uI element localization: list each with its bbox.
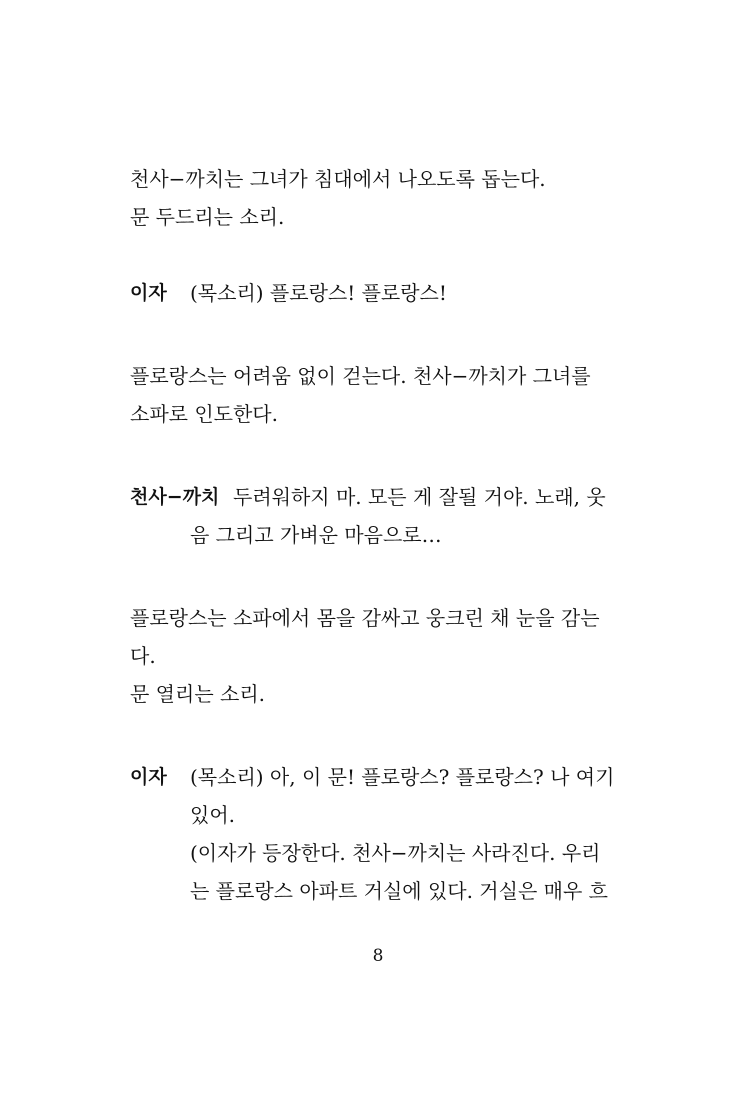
script-body (130, 160, 615, 910)
dialogue-block (130, 274, 600, 312)
action-line: 플로랑스는 어려움 없이 걷는다. 천사−까치가 그녀를 (130, 364, 591, 388)
dialogue-line: 두려워하지 마. 모든 게 잘될 거야. 노래, 웃 (233, 485, 606, 509)
action-line: 문 열리는 소리. (130, 682, 265, 706)
action-line: 소파로 인도한다. (130, 402, 278, 426)
dialogue-block (130, 478, 606, 554)
speaker-name: 이자 (130, 282, 167, 304)
dialogue-line: 있어. (190, 803, 235, 827)
action-block (130, 357, 600, 433)
speaker-name: 천사−까치 (130, 486, 220, 508)
action-line: 문 두드리는 소리. (130, 205, 285, 229)
action-block (130, 160, 600, 236)
action-block (130, 599, 600, 713)
action-line: 플로랑스는 소파에서 몸을 감싸고 웅크린 채 눈을 감는 (130, 606, 600, 630)
dialogue-line: (목소리) 플로랑스! 플로랑스! (190, 281, 447, 305)
action-line: 천사−까치는 그녀가 침대에서 나오도록 돕는다. (130, 167, 546, 191)
action-line: 다. (130, 644, 156, 668)
page-number: 8 (372, 946, 384, 966)
dialogue-line: (이자가 등장한다. 천사−까치는 사라진다. 우리 (190, 841, 601, 865)
dialogue-line: 음 그리고 가벼운 마음으로… (190, 523, 442, 547)
dialogue-line: 는 플로랑스 아파트 거실에 있다. 거실은 매우 흐 (190, 879, 608, 903)
dialogue-line: (목소리) 아, 이 문! 플로랑스? 플로랑스? 나 여기 (190, 765, 615, 789)
dialogue-block (130, 758, 615, 910)
speaker-name: 이자 (130, 766, 167, 788)
